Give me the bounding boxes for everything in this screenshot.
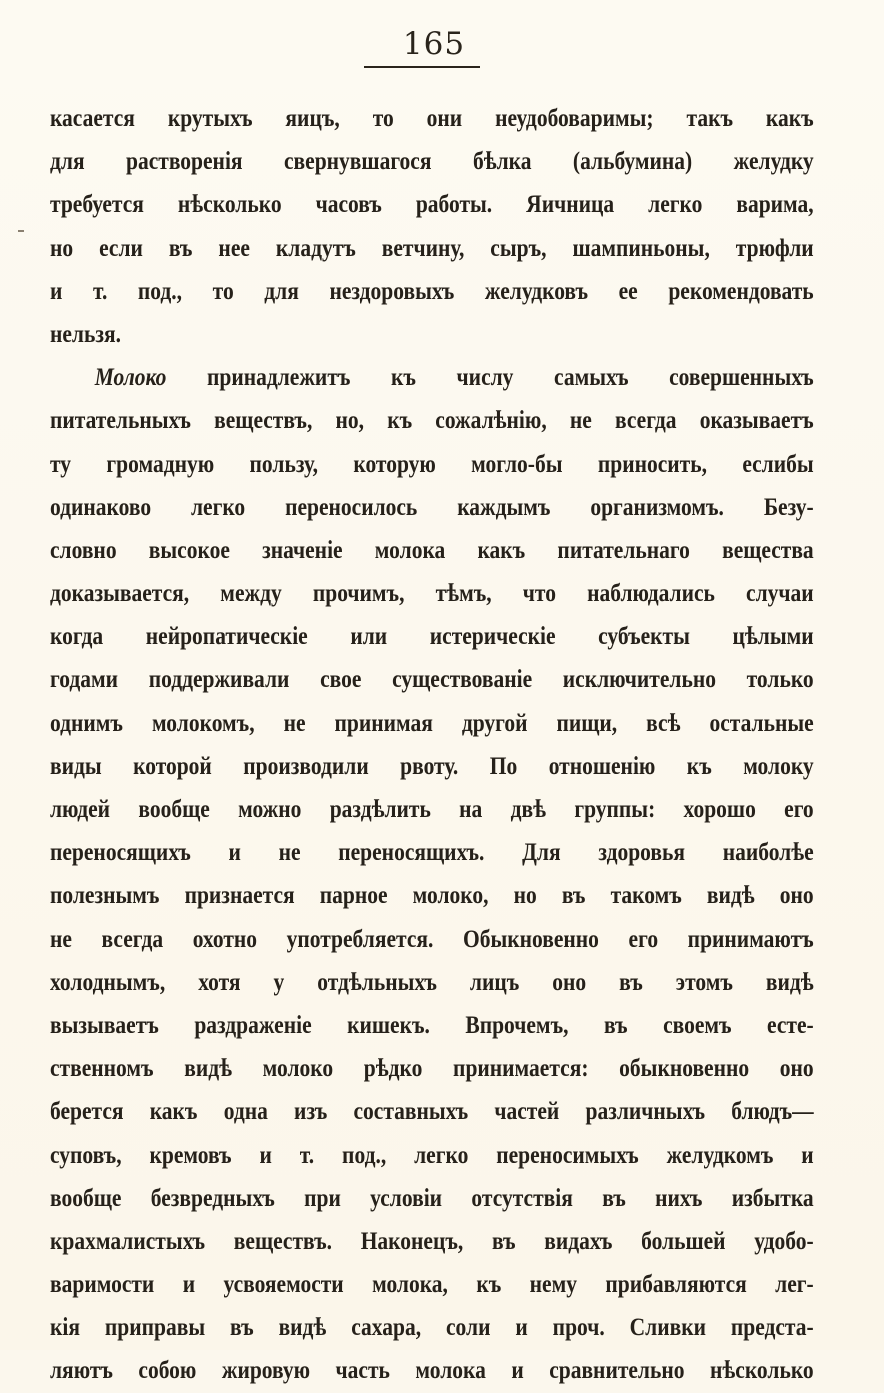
text-line: суповъ, кремовъ и т. под., легко переносимыхъ желудкомъ и	[50, 1141, 814, 1169]
text-line: нельзя.	[50, 320, 122, 348]
lead-word: Молоко	[94, 364, 167, 392]
text-line: однимъ молокомъ, не принимая другой пищи, всѣ остальные	[50, 709, 814, 737]
text-line: ственномъ видѣ молоко рѣдко принимается: обыкновенно оно	[50, 1055, 814, 1083]
text-line: вообще безвредныхъ при условіи отсутствія въ нихъ избытка	[50, 1184, 814, 1212]
text-line: крахмалистыхъ веществъ. Наконецъ, въ видахъ большей удобо-	[50, 1227, 814, 1255]
text-line: полезнымъ признается парное молоко, но въ такомъ видѣ оно	[50, 882, 814, 910]
text-line: не всегда охотно употребляется. Обыкновенно его принимаютъ	[50, 925, 814, 953]
text-line: кія приправы въ видѣ сахара, соли и проч. Сливки предста-	[50, 1314, 814, 1342]
body-text	[50, 97, 814, 1393]
text-line: годами поддерживали свое существованіе исключительно только	[50, 666, 814, 694]
text-line: словно высокое значеніе молока какъ питательнаго вещества	[50, 536, 814, 564]
text-line: вызываетъ раздраженіе кишекъ. Впрочемъ, въ своемъ есте-	[50, 1011, 814, 1039]
paragraph-eggs	[50, 97, 814, 356]
text-line: питательныхъ веществъ, но, къ сожалѣнію, не всегда оказываетъ	[50, 407, 814, 435]
text-line: переносящихъ и не переносящихъ. Для здоровья наиболѣе	[50, 839, 814, 867]
text-line: касается крутыхъ яицъ, то они неудобоваримы; такъ какъ	[50, 105, 814, 132]
text-line: людей вообще можно раздѣлить на двѣ группы: хорошо его	[50, 796, 814, 823]
text-line: варимости и усвояемости молока, къ нему прибавляются лег-	[50, 1271, 814, 1299]
text-line: и т. под., то для нездоровыхъ желудковъ ее рекомендовать	[50, 277, 814, 305]
text-line: доказывается, между прочимъ, тѣмъ, что наблюдались случаи	[50, 580, 814, 608]
text-line: холоднымъ, хотя у отдѣльныхъ лицъ оно въ этомъ видѣ	[50, 968, 814, 996]
text-line-first	[50, 356, 814, 399]
text-line: ту громадную пользу, которую могло-бы приносить, еслибы	[50, 450, 814, 478]
margin-mark	[18, 230, 24, 232]
paragraph-milk	[50, 356, 814, 1393]
first-line-text: принадлежитъ къ числу самыхъ совершенныхъ	[206, 364, 814, 392]
text-line: для растворенія свернувшагося бѣлка (альбумина) желудку	[50, 148, 814, 176]
text-line: когда нейропатическіе или истерическіе субъекты цѣлыми	[50, 623, 814, 651]
text-line: ляютъ собою жировую часть молока и сравнительно нѣсколько	[50, 1357, 814, 1385]
page-number-rule	[364, 66, 480, 68]
text-line: одинаково легко переносилось каждымъ организмомъ. Безу-	[50, 493, 814, 521]
text-line: но если въ нее кладутъ ветчину, сыръ, шампиньоны, трюфли	[50, 234, 814, 262]
text-line: берется какъ одна изъ составныхъ частей различныхъ блюдъ—	[50, 1098, 814, 1126]
text-line: требуется нѣсколько часовъ работы. Яичница легко варима,	[50, 191, 814, 219]
text-line: виды которой производили рвоту. По отношенію къ молоку	[50, 752, 814, 780]
page-number: 165	[402, 26, 466, 62]
